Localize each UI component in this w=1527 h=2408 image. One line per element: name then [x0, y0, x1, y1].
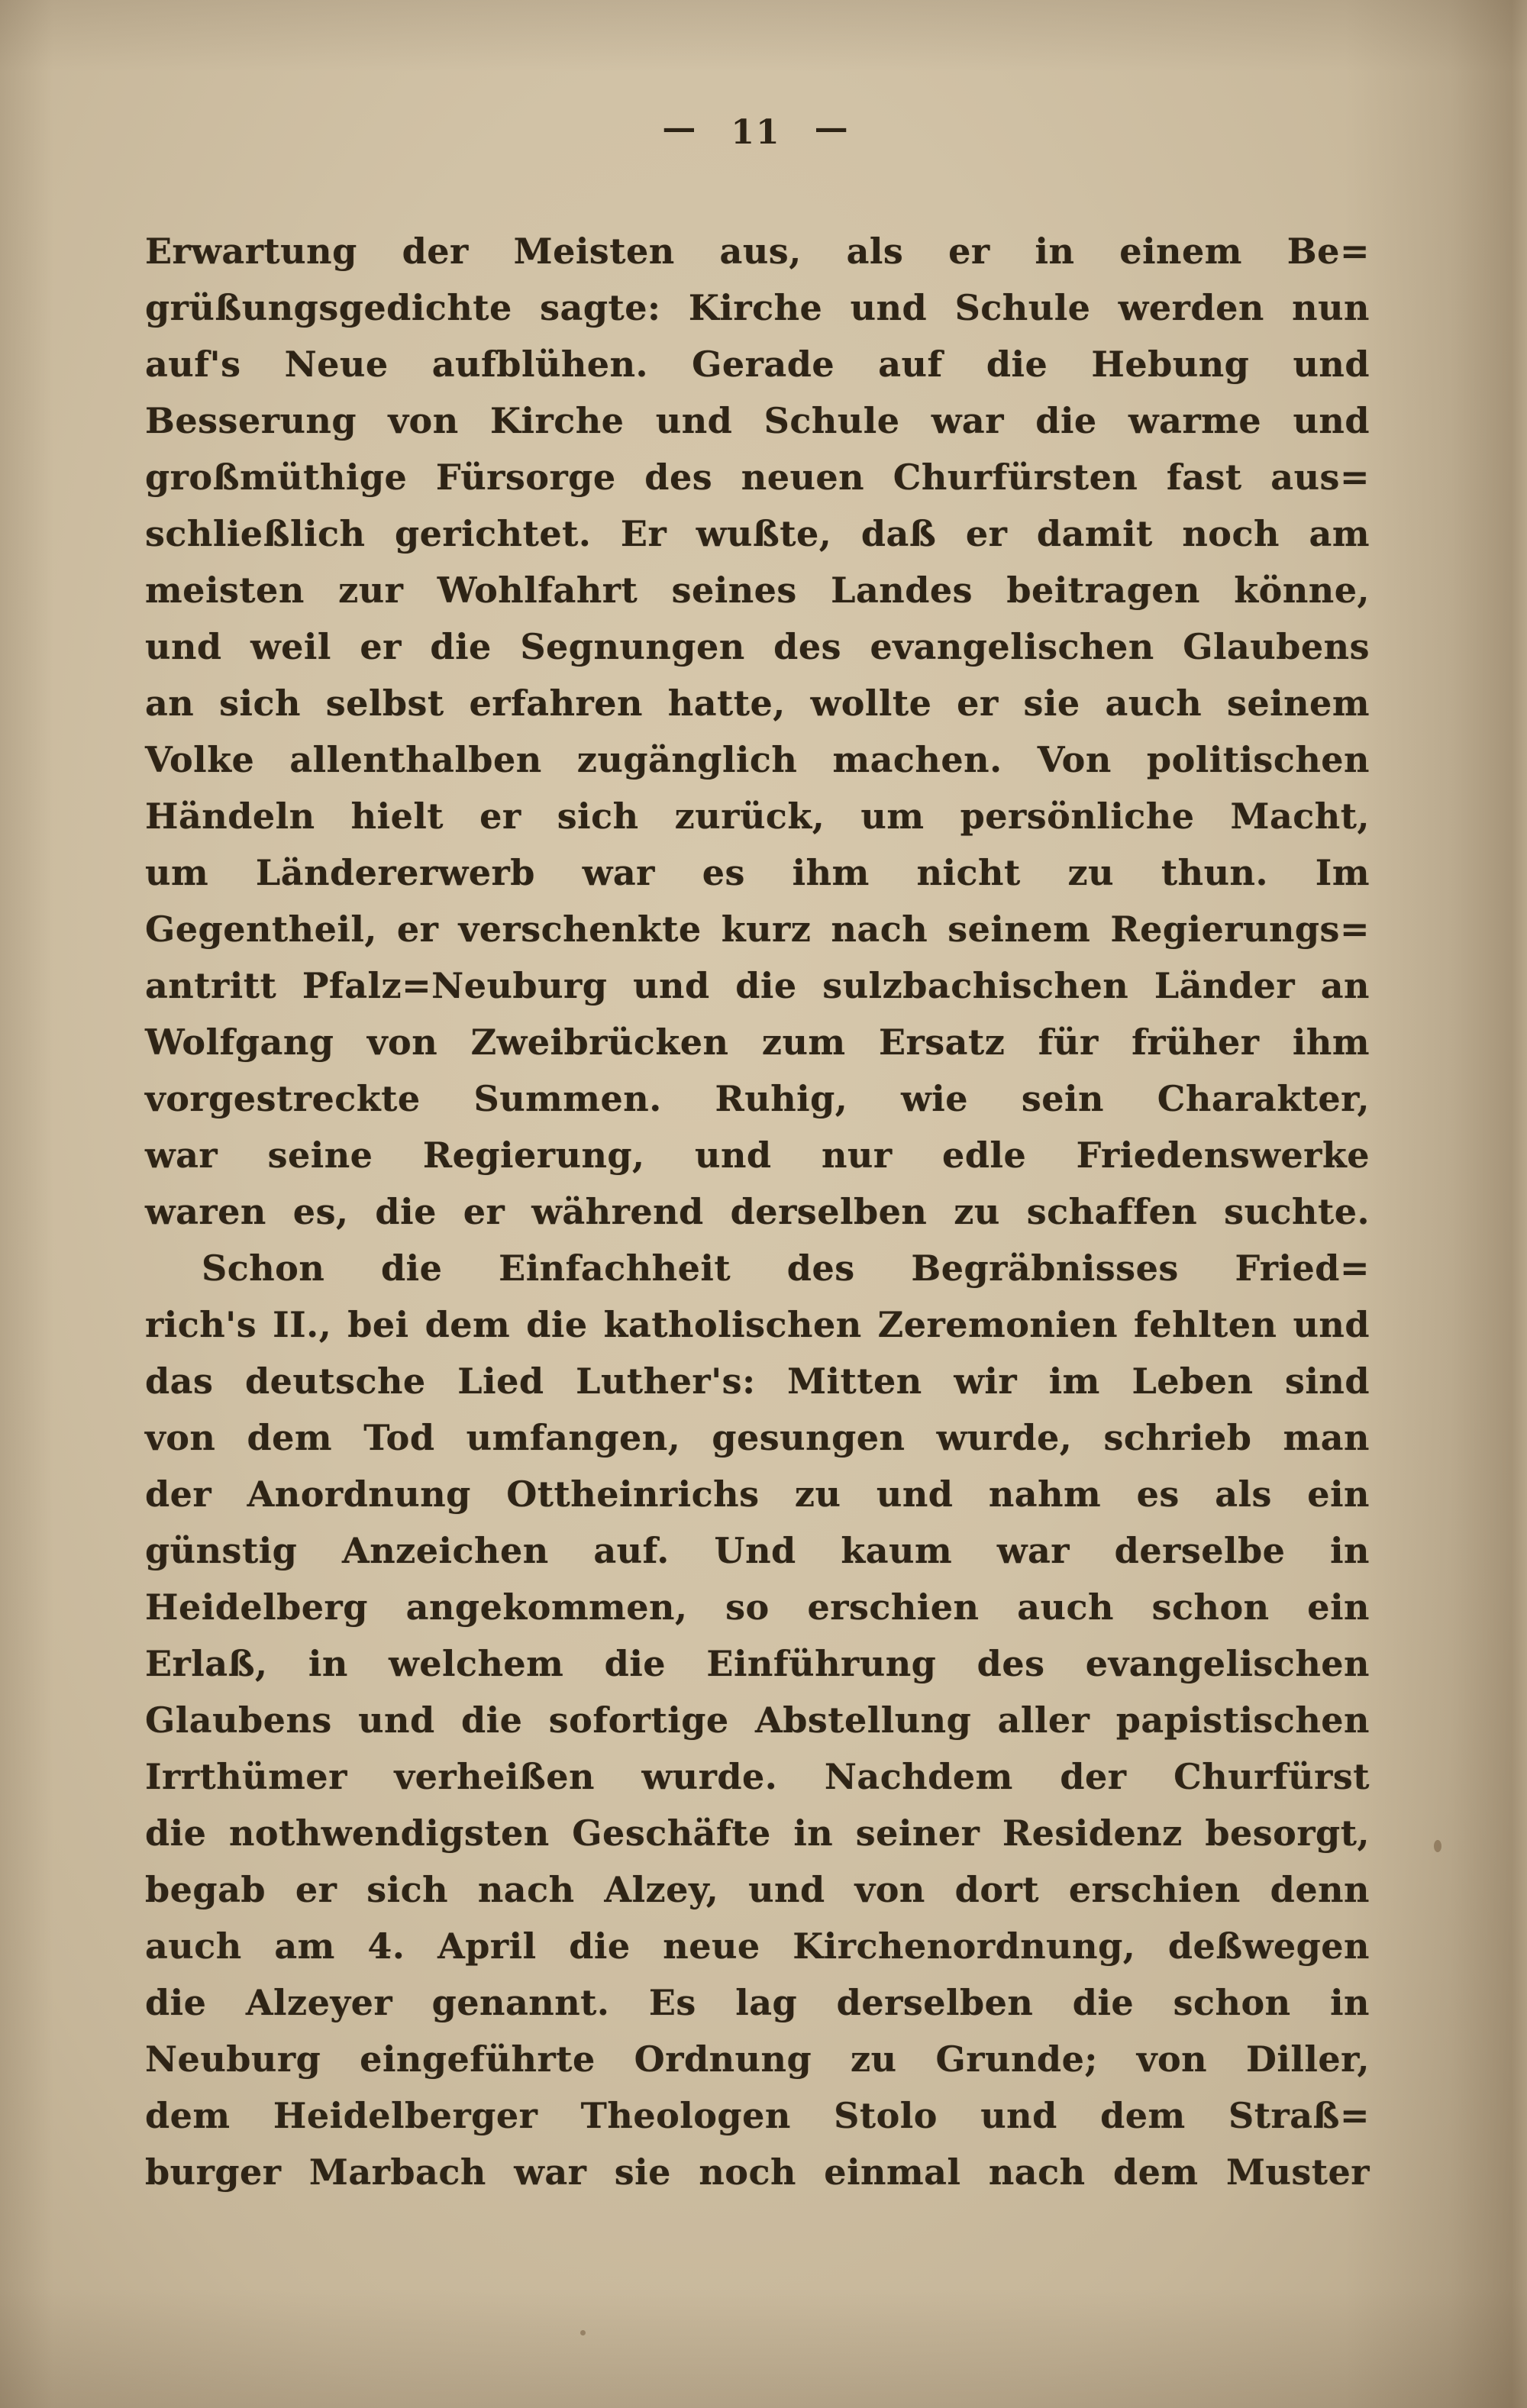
header-dash-right: — [814, 108, 850, 147]
text-line: grüßungsgedichte sagte: Kirche und Schule werden nun [145, 287, 1370, 328]
paper-speck [580, 2330, 586, 2335]
text-line: großmüthige Fürsorge des neuen Churfürsten fast aus= [145, 457, 1370, 498]
text-line: vorgestreckte Summen. Ruhig, wie sein Charakter, [145, 1078, 1370, 1119]
text-line: Erwartung der Meisten aus, als er in einem Be= [145, 231, 1370, 272]
text-line: Irrthümer verheißen wurde. Nachdem der Churfürst [145, 1756, 1370, 1797]
text-line: der Anordnung Ottheinrichs zu und nahm es als ein [145, 1474, 1370, 1515]
text-line: meisten zur Wohlfahrt seines Landes beitragen könne, [145, 570, 1370, 611]
text-line: dem Heidelberger Theologen Stolo und dem Straß= [145, 2095, 1370, 2136]
text-line: das deutsche Lied Luther's: Mitten wir im Leben sind [145, 1361, 1370, 1402]
text-line: auch am 4. April die neue Kirchenordnung, deßwegen [145, 1925, 1370, 1967]
page-number: 11 [731, 113, 781, 152]
text-line: auf's Neue aufblühen. Gerade auf die Hebung und [145, 344, 1370, 385]
text-line: Besserung von Kirche und Schule war die warme und [145, 400, 1370, 441]
text-line: antritt Pfalz=Neuburg und die sulzbachischen Länder an [145, 965, 1370, 1006]
text-line: Heidelberg angekommen, so erschien auch schon ein [145, 1587, 1370, 1628]
text-line: Glaubens und die sofortige Abstellung aller papistischen [145, 1699, 1370, 1741]
header-dash-left: — [662, 108, 698, 147]
text-line: um Ländererwerb war es ihm nicht zu thun. Im [145, 852, 1370, 893]
text-line: Händeln hielt er sich zurück, um persönliche Macht, [145, 796, 1370, 837]
page-header [145, 108, 1367, 152]
paper-speck [1434, 1840, 1441, 1852]
text-line: Erlaß, in welchem die Einführung des evangelischen [145, 1643, 1370, 1684]
text-line: von dem Tod umfangen, gesungen wurde, schrieb man [145, 1417, 1370, 1458]
text-line: die nothwendigsten Geschäfte in seiner Residenz besorgt, [145, 1812, 1370, 1854]
text-line: Neuburg eingeführte Ordnung zu Grunde; von Diller, [145, 2038, 1370, 2080]
text-line: an sich selbst erfahren hatte, wollte er sie auch seinem [145, 683, 1370, 724]
text-line: Volke allenthalben zugänglich machen. Von politischen [145, 739, 1370, 780]
text-line: günstig Anzeichen auf. Und kaum war derselbe in [145, 1530, 1370, 1571]
text-line: die Alzeyer genannt. Es lag derselben die schon in [145, 1982, 1370, 2023]
text-line: und weil er die Segnungen des evangelischen Glaubens [145, 626, 1370, 667]
text-line: waren es, die er während derselben zu schaffen suchte. [145, 1191, 1370, 1232]
text-line: burger Marbach war sie noch einmal nach dem Muster [145, 2151, 1370, 2193]
text-block [145, 223, 1370, 2200]
text-line: war seine Regierung, und nur edle Friedenswerke [145, 1135, 1370, 1176]
text-line: Schon die Einfachheit des Begräbnisses Fried= [202, 1248, 1370, 1289]
text-line: Wolfgang von Zweibrücken zum Ersatz für früher ihm [145, 1022, 1370, 1063]
text-line: begab er sich nach Alzey, und von dort erschien denn [145, 1869, 1370, 1910]
text-line: Gegentheil, er verschenkte kurz nach seinem Regierungs= [145, 909, 1370, 950]
text-line: schließlich gerichtet. Er wußte, daß er damit noch am [145, 513, 1370, 554]
text-line: rich's II., bei dem die katholischen Zeremonien fehlten und [145, 1304, 1370, 1345]
